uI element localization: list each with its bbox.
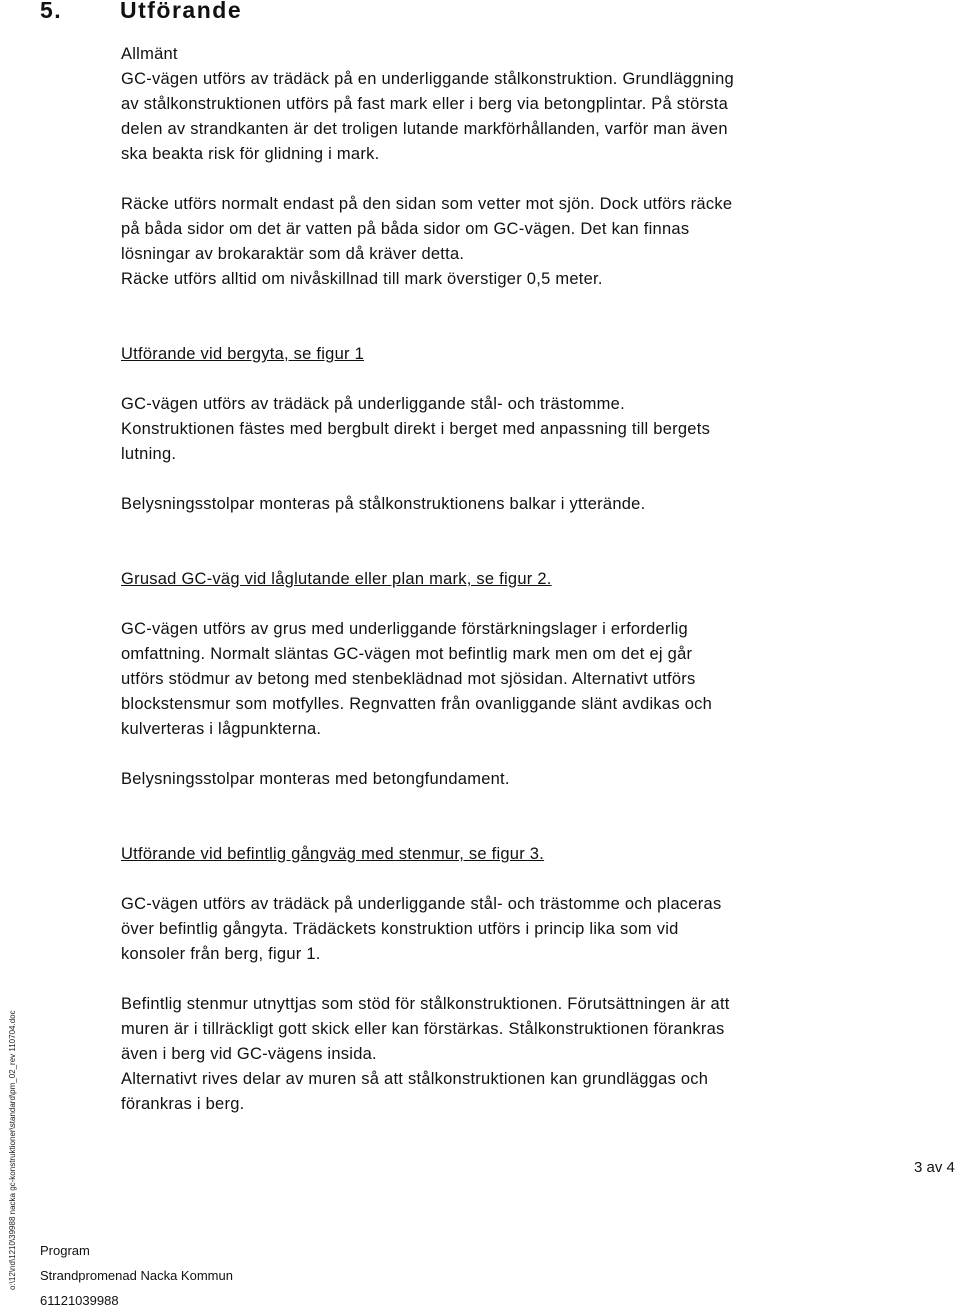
- text-line: blockstensmur som motfylles. Regnvatten från ovanliggande slänt avdikas och: [121, 695, 713, 713]
- text-line: delen av strandkanten är det troligen lutande markförhållanden, varför man även: [121, 120, 728, 138]
- text-line: Räcke utförs alltid om nivåskillnad till mark överstiger 0,5 meter.: [121, 270, 603, 288]
- paragraph-grusad-2: [121, 767, 921, 792]
- text-line: lösningar av brokaraktär som då kräver detta.: [121, 245, 465, 263]
- file-path-label: o:\12\nd\1210\39988 nacka gc-konstruktioner\standard\pm_02_rev 110704.doc: [8, 1010, 17, 1290]
- text-line: omfattning. Normalt släntas GC-vägen mot befintlig mark men om det ej går: [121, 645, 693, 663]
- text-line: GC-vägen utförs av trädäck på underliggande stål- och trästomme och placeras: [121, 895, 722, 913]
- text-line: Konstruktionen fästes med bergbult direkt i berget med anpassning till bergets: [121, 420, 711, 438]
- page-number: 3 av 4: [914, 1159, 955, 1176]
- paragraph-stenmur-2: [121, 992, 921, 1117]
- document-body: [121, 42, 921, 1117]
- text-line: kulverteras i lågpunkterna.: [121, 720, 322, 738]
- section-heading: [40, 0, 242, 24]
- text-line: ska beakta risk för glidning i mark.: [121, 145, 380, 163]
- text-line: över befintlig gångyta. Trädäckets konstruktion utförs i princip lika som vid: [121, 920, 679, 938]
- subsection-title-bergyta: Utförande vid bergyta, se figur 1: [121, 345, 365, 363]
- text-line: Alternativt rives delar av muren så att stålkonstruktionen kan grundläggas och: [121, 1070, 709, 1088]
- footer-document-number: 61121039988: [40, 1293, 119, 1308]
- text-line: konsoler från berg, figur 1.: [121, 945, 321, 963]
- text-line: GC-vägen utförs av grus med underliggande förstärkningslager i erforderlig: [121, 620, 688, 638]
- subsection-title-stenmur: Utförande vid befintlig gångväg med stenmur, se figur 3.: [121, 845, 545, 863]
- text-line: på båda sidor om det är vatten på båda sidor om GC-vägen. Det kan finnas: [121, 220, 690, 238]
- paragraph-grusad-1: [121, 617, 921, 742]
- footer-project: Strandpromenad Nacka Kommun: [40, 1268, 233, 1283]
- text-line: muren är i tillräckligt gott skick eller kan förstärkas. Stålkonstruktionen förankras: [121, 1020, 725, 1038]
- section-number: 5.: [40, 0, 63, 23]
- footer: [40, 1238, 233, 1313]
- text-line: utförs stödmur av betong med stenbeklädnad mot sjösidan. Alternativt utförs: [121, 670, 696, 688]
- subsection-title-grusad: Grusad GC-väg vid låglutande eller plan mark, se figur 2.: [121, 570, 552, 588]
- text-line: Belysningsstolpar monteras på stålkonstruktionens balkar i ytterände.: [121, 495, 646, 513]
- text-line: Räcke utförs normalt endast på den sidan som vetter mot sjön. Dock utförs räcke: [121, 195, 733, 213]
- text-line: GC-vägen utförs av trädäck på en underliggande stålkonstruktion. Grundläggning: [121, 70, 734, 88]
- subsection-title-allmant: Allmänt: [121, 45, 178, 63]
- text-line: GC-vägen utförs av trädäck på underliggande stål- och trästomme.: [121, 395, 625, 413]
- text-line: Befintlig stenmur utnyttjas som stöd för stålkonstruktionen. Förutsättningen är att: [121, 995, 730, 1013]
- section-title: Utförande: [120, 0, 243, 23]
- paragraph-allmant-1: [121, 67, 921, 167]
- text-line: lutning.: [121, 445, 177, 463]
- paragraph-allmant-2: [121, 192, 921, 292]
- text-line: Belysningsstolpar monteras med betongfundament.: [121, 770, 510, 788]
- paragraph-bergyta-2: [121, 492, 921, 517]
- text-line: förankras i berg.: [121, 1095, 245, 1113]
- paragraph-bergyta-1: [121, 392, 921, 467]
- footer-program: Program: [40, 1243, 90, 1258]
- paragraph-stenmur-1: [121, 892, 921, 967]
- text-line: av stålkonstruktionen utförs på fast mark eller i berg via betongplintar. På största: [121, 95, 729, 113]
- text-line: även i berg vid GC-vägens insida.: [121, 1045, 377, 1063]
